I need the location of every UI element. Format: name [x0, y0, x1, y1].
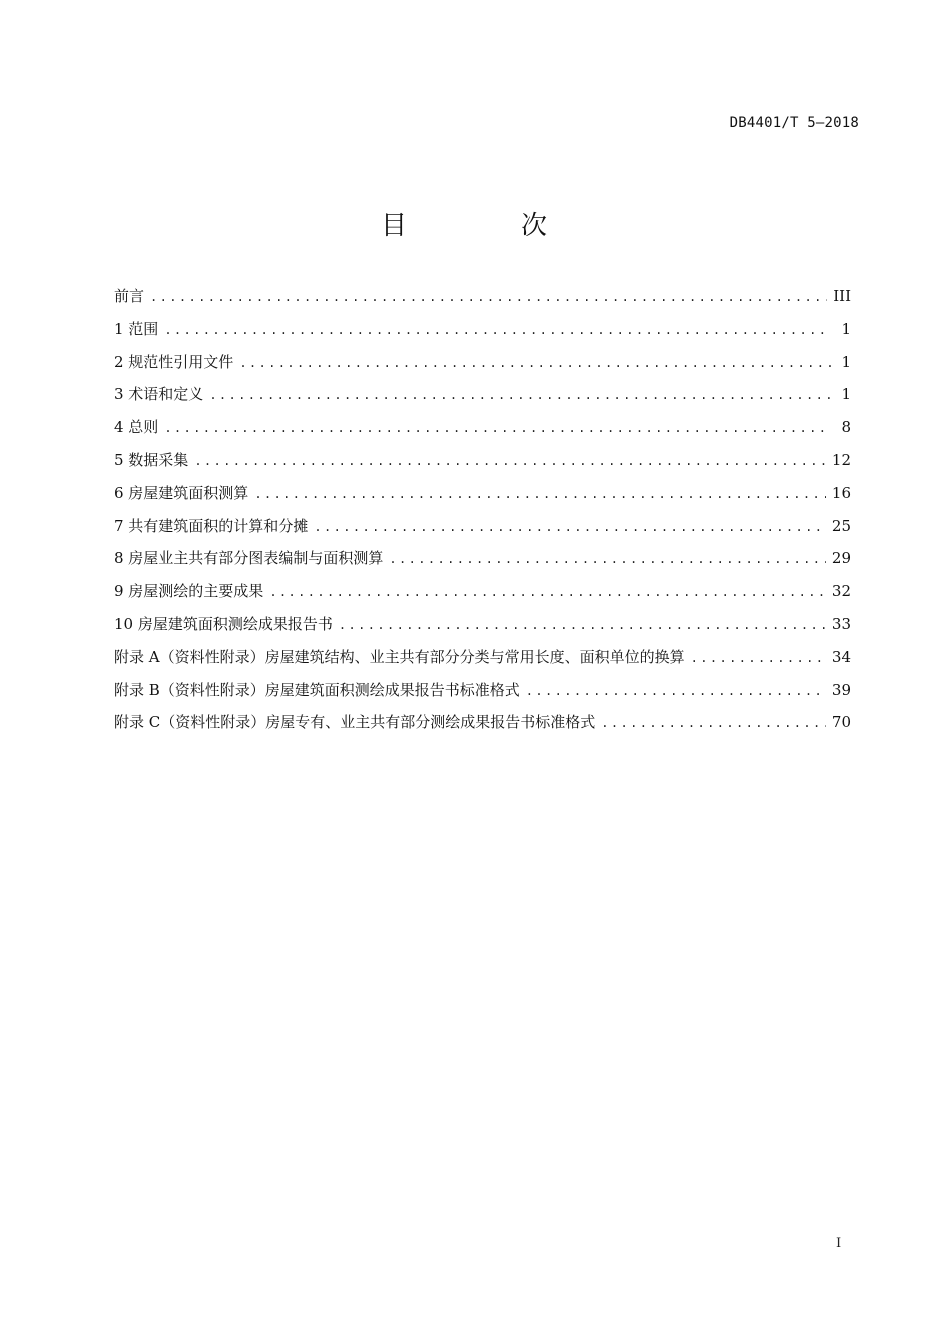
dot-leader	[691, 645, 826, 671]
dot-leader	[314, 514, 826, 540]
document-code: DB4401/T 5—2018	[729, 115, 859, 131]
dot-leader	[150, 284, 827, 310]
dot-leader	[164, 415, 831, 441]
toc-entry-main-results[interactable]	[114, 578, 851, 611]
toc-entry-foreword[interactable]	[114, 283, 851, 316]
toc-entry-label: 9 房屋测绘的主要成果	[114, 582, 264, 601]
toc-entry-label: 1 范围	[114, 319, 159, 338]
toc-entry-page: 33	[831, 614, 851, 633]
toc-entry-appendix-a[interactable]	[114, 644, 851, 677]
toc-entry-label: 6 房屋建筑面积测算	[114, 483, 249, 502]
toc-entry-shared-area[interactable]	[114, 513, 851, 546]
toc-entry-label: 附录 B（资料性附录）房屋建筑面积测绘成果报告书标准格式	[114, 680, 520, 699]
dot-leader	[164, 317, 831, 343]
page-number: I	[836, 1236, 842, 1251]
toc-entry-page: 8	[841, 418, 851, 437]
toc-entry-report[interactable]	[114, 611, 851, 644]
toc-entry-scope[interactable]	[114, 316, 851, 349]
toc-title: 目 次	[380, 211, 591, 241]
dot-leader	[254, 481, 826, 507]
toc-entry-label: 2 规范性引用文件	[114, 352, 234, 371]
toc-entry-label: 4 总则	[114, 418, 159, 437]
toc-entry-building-area[interactable]	[114, 480, 851, 513]
toc-entry-page: 1	[841, 385, 851, 404]
dot-leader	[269, 579, 826, 605]
toc-entry-page: 25	[831, 516, 851, 535]
toc-entry-page: 1	[841, 319, 851, 338]
dot-leader	[339, 612, 826, 638]
toc-entry-appendix-b[interactable]	[114, 677, 851, 710]
toc-entry-page: 12	[831, 450, 851, 469]
toc-entry-label: 附录 A（资料性附录）房屋建筑结构、业主共有部分分类与常用长度、面积单位的换算	[114, 647, 685, 666]
toc-entry-label: 3 术语和定义	[114, 385, 204, 404]
toc-entry-label: 7 共有建筑面积的计算和分摊	[114, 516, 309, 535]
toc-entry-label: 附录 C（资料性附录）房屋专有、业主共有部分测绘成果报告书标准格式	[114, 713, 596, 732]
toc-entry-general[interactable]	[114, 414, 851, 447]
toc-entry-page: 1	[841, 352, 851, 371]
toc-entry-page: 32	[831, 582, 851, 601]
dot-leader	[526, 678, 826, 704]
toc-entry-terms-definitions[interactable]	[114, 381, 851, 414]
dot-leader	[194, 448, 826, 474]
dot-leader	[209, 382, 831, 408]
toc-entry-label: 5 数据采集	[114, 450, 189, 469]
dot-leader	[389, 546, 826, 572]
dot-leader	[239, 350, 831, 376]
toc-entry-page: 29	[831, 549, 851, 568]
toc-entry-page: 70	[831, 713, 851, 732]
toc-entry-page: III	[833, 287, 851, 305]
dot-leader	[601, 710, 826, 736]
toc-entry-label: 10 房屋建筑面积测绘成果报告书	[114, 614, 333, 633]
toc-entry-page: 39	[831, 680, 851, 699]
toc-entry-normative-references[interactable]	[114, 349, 851, 382]
toc-entry-label: 8 房屋业主共有部分图表编制与面积测算	[114, 549, 384, 568]
toc-entry-page: 34	[831, 647, 851, 666]
toc-entry-appendix-c[interactable]	[114, 709, 851, 742]
toc-entry-page: 16	[831, 483, 851, 502]
toc-entry-label: 前言	[114, 287, 145, 305]
toc-entry-owner-shared-parts[interactable]	[114, 545, 851, 578]
toc-entry-data-collection[interactable]	[114, 447, 851, 480]
table-of-contents	[114, 283, 851, 742]
